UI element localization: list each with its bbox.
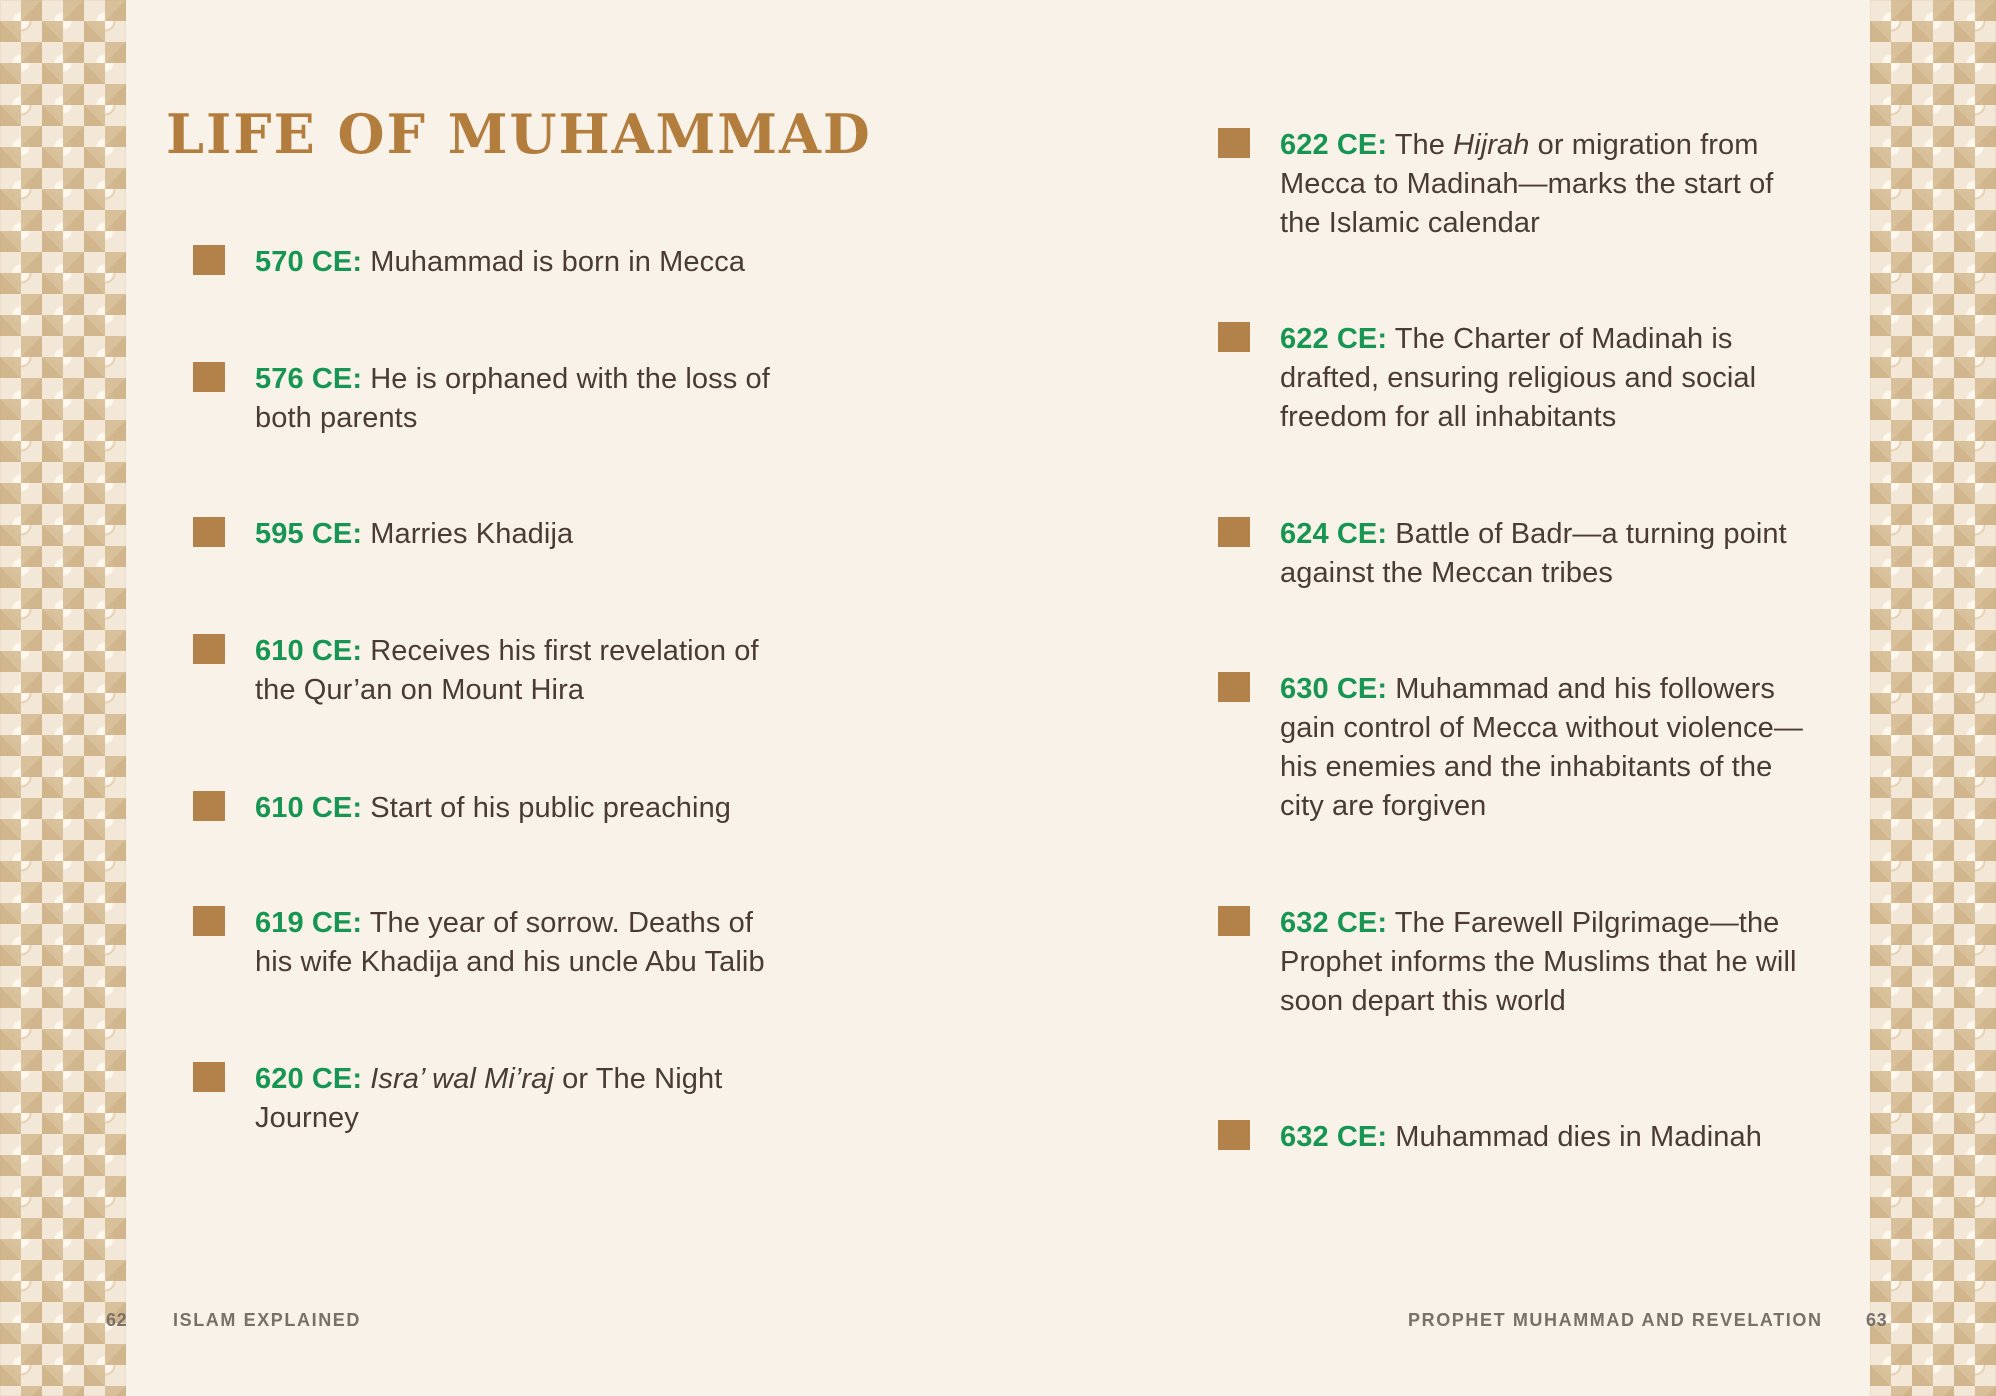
timeline-text: Battle of Badr—a turning point against the Meccan tribes <box>1280 518 1787 589</box>
timeline-text: Marries Khadija <box>362 518 574 550</box>
timeline-entry <box>1280 904 1820 1021</box>
timeline-marker <box>1218 1120 1250 1150</box>
timeline-entry <box>255 1060 795 1138</box>
timeline-marker <box>1218 128 1250 158</box>
timeline-year: 619 CE: <box>255 907 363 939</box>
timeline-text: Muhammad is born in Mecca <box>362 246 746 278</box>
timeline-marker <box>1218 322 1250 352</box>
timeline-entry <box>255 632 795 710</box>
timeline-entry <box>1280 320 1820 437</box>
timeline-text: The Farewell Pilgrimage—the Prophet informs the Muslims that he will soon depart this world <box>1280 907 1797 1017</box>
timeline-year: 610 CE: <box>255 792 363 824</box>
timeline-marker <box>193 362 225 392</box>
timeline-marker <box>1218 906 1250 936</box>
timeline-italic-term: Hijrah <box>1453 129 1530 161</box>
timeline-text: The year of sorrow. Deaths of his wife Khadija and his uncle Abu Talib <box>255 907 765 978</box>
timeline-entry <box>1280 515 1820 593</box>
timeline-year: 622 CE: <box>1280 129 1388 161</box>
timeline-entry <box>255 515 795 554</box>
timeline-entry <box>255 904 795 982</box>
timeline-year: 624 CE: <box>1280 518 1388 550</box>
left-decorative-border <box>0 0 126 1396</box>
right-page-number: 63 <box>1866 1310 1888 1330</box>
timeline-text: or The Night Journey <box>255 1063 723 1134</box>
timeline-year: 630 CE: <box>1280 673 1388 705</box>
timeline-entry <box>255 789 795 828</box>
timeline-entry <box>255 243 795 282</box>
timeline-year: 595 CE: <box>255 518 363 550</box>
timeline-text: Muhammad dies in Madinah <box>1387 1121 1762 1153</box>
timeline-marker <box>193 791 225 821</box>
timeline-marker <box>193 906 225 936</box>
timeline-text: He is orphaned with the loss of both parents <box>255 363 770 434</box>
timeline-year: 570 CE: <box>255 246 363 278</box>
timeline-text: The Charter of Madinah is drafted, ensuring religious and social freedom for all inhabitants <box>1280 323 1757 433</box>
timeline-text: Start of his public preaching <box>362 792 732 824</box>
timeline-year: 632 CE: <box>1280 907 1388 939</box>
left-page-number: 62 <box>106 1310 128 1330</box>
timeline-marker <box>193 1062 225 1092</box>
timeline-marker <box>193 634 225 664</box>
timeline-marker <box>1218 517 1250 547</box>
timeline-year: 622 CE: <box>1280 323 1388 355</box>
left-running-footer: ISLAM EXPLAINED <box>173 1310 362 1330</box>
timeline-text: Receives his first revelation of the Qur’an on Mount Hira <box>255 635 759 706</box>
timeline-text-prefix: The <box>1387 129 1454 161</box>
timeline-year: 610 CE: <box>255 635 363 667</box>
right-decorative-border <box>1870 0 1996 1396</box>
timeline-text: or migration from Mecca to Madinah—marks the start of the Islamic calendar <box>1280 129 1774 239</box>
timeline-marker <box>193 245 225 275</box>
timeline-entry <box>255 360 795 438</box>
timeline-text: Muhammad and his followers gain control of Mecca without violence—his enemies and the inhabitants of the city are forgiven <box>1280 673 1803 822</box>
page-title: LIFE OF MUHAMMAD <box>166 102 872 166</box>
timeline-marker <box>1218 672 1250 702</box>
timeline-year: 576 CE: <box>255 363 363 395</box>
timeline-entry <box>1280 126 1820 243</box>
timeline-italic-term: Isra’ wal Mi’raj <box>370 1063 554 1095</box>
right-running-footer: PROPHET MUHAMMAD AND REVELATION <box>1408 1310 1823 1330</box>
timeline-entry <box>1280 1118 1820 1157</box>
timeline-year: 632 CE: <box>1280 1121 1388 1153</box>
timeline-marker <box>193 517 225 547</box>
timeline-year: 620 CE: <box>255 1063 363 1095</box>
timeline-entry <box>1280 670 1820 826</box>
